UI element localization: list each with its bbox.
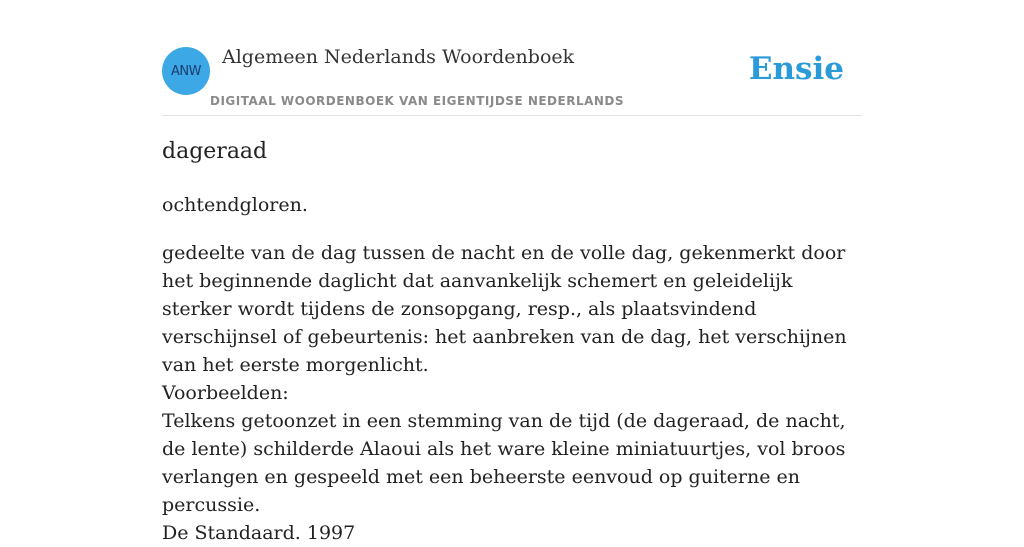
dictionary-title: Algemeen Nederlands Woordenboek: [222, 46, 575, 68]
entry-examples: [162, 379, 862, 547]
dictionary-subtitle: DIGITAAL WOORDENBOEK VAN EIGENTIJDSE NEDERLANDS: [210, 94, 625, 108]
entry-definition: gedeelte van de dag tussen de nacht en de volle dag, gekenmerkt door het beginnende daglicht dat aanvankelijk schemert en geleidelijk sterker wordt tijdens de zonsopgang, resp., als plaatsvindend verschijnsel of gebeurtenis: het aanbreken van de dag, het verschijnen van het eerste morgenlicht.: [162, 242, 847, 376]
anw-logo[interactable]: ANW: [162, 47, 210, 95]
entry-short-definition: ochtendgloren.: [162, 194, 308, 216]
ensie-brand-logo[interactable]: Ensie: [748, 51, 844, 87]
example-source: De Standaard. 1997: [162, 522, 356, 544]
site-header: [162, 0, 862, 116]
example-text: Telkens getoonzet in een stemming van de tijd (de dageraad, de nacht, de lente) schilderde Alaoui als het ware kleine miniatuurtjes, vol broos verlangen en gespeeld met een beheerste eenvoud op guiterne en percussie.: [162, 410, 846, 516]
entry-headword: dageraad: [162, 139, 268, 164]
examples-label: Voorbeelden:: [162, 382, 289, 404]
